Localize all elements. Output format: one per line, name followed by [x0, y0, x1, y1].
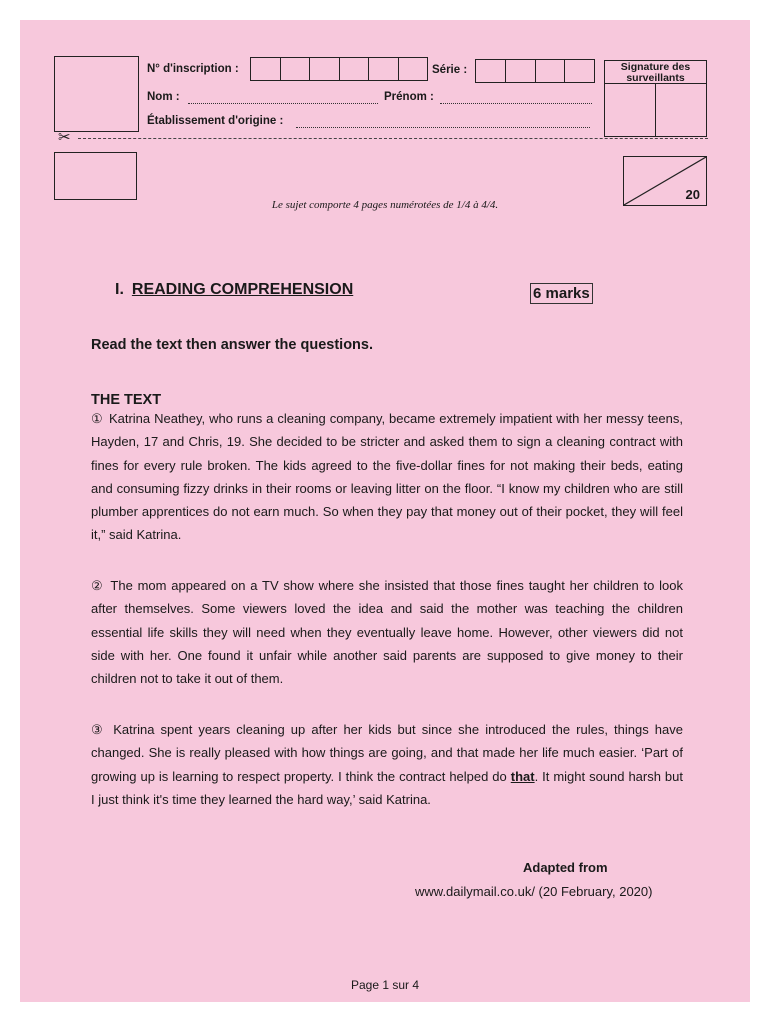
paragraph-2 — [91, 574, 683, 690]
paragraph-marker: ② — [91, 578, 104, 593]
signature-box — [604, 60, 707, 137]
source-label: Adapted from — [523, 860, 608, 875]
paragraph-3 — [91, 718, 683, 811]
subject-note: Le sujet comporte 4 pages numérotées de 1/4 à 4/4. — [271, 199, 499, 211]
section-numeral: I. — [115, 281, 124, 298]
emphasized-word: that — [510, 768, 535, 784]
signature-label: Signature des surveillants — [605, 61, 706, 84]
serie-label: Série : — [432, 64, 468, 76]
prenom-field[interactable] — [440, 103, 592, 104]
nom-label: Nom : — [147, 91, 180, 103]
paragraph-text: The mom appeared on a TV show where she insisted that those fines taught her children to look after themselves. Some viewers loved the idea and said the mother was teaching the children essential life skills they will need when they eventually leave home. However, other viewers did not side with her. One found it unfair while another said parents are supposed to give money to their children not to take it out of them. — [91, 578, 683, 687]
serie-cells[interactable] — [475, 59, 595, 83]
section-heading — [115, 281, 353, 299]
paragraph-marker: ① — [91, 411, 103, 426]
etablissement-label: Établissement d'origine : — [147, 115, 284, 127]
signature-divider — [655, 84, 656, 136]
inscription-number-cells[interactable] — [250, 57, 428, 81]
paragraph-marker: ③ — [91, 722, 106, 737]
page-number: Page 1 sur 4 — [350, 978, 420, 992]
code-box — [54, 152, 137, 200]
scissors-icon: ✂ — [58, 129, 71, 146]
prenom-label: Prénom : — [384, 91, 434, 103]
paragraph-1 — [91, 407, 683, 547]
exam-sheet — [20, 20, 750, 1002]
instruction: Read the text then answer the questions. — [91, 337, 373, 353]
text-heading: THE TEXT — [91, 392, 162, 408]
cut-line — [78, 138, 708, 139]
score-total: 20 — [685, 187, 700, 202]
paragraph-text: Katrina spent years cleaning up after her kids but since she introduced the rules, things have changed. She is really pleased with how things are going, and that made her life much easier. ‘Part of growing up is learning to respect property. I think the contract helped do — [91, 722, 683, 784]
nom-field[interactable] — [188, 103, 378, 104]
inscription-label: N° d'inscription : — [147, 63, 239, 75]
photo-box — [54, 56, 139, 132]
etablissement-field[interactable] — [296, 127, 590, 128]
paragraph-text: Katrina Neathey, who runs a cleaning company, became extremely impatient with her messy teens, Hayden, 17 and Chris, 19. She decided to be stricter and asked them to sign a cleaning contract with fines for every rule broken. The kids agreed to the five-dollar fines for not making their beds, eating and consuming fizzy drinks in their rooms or leaving litter on the floor. “I know my children who are still plumber apprentices do not earn much. So when they pay that money out of their pocket, they will feel it,” said Katrina. — [91, 411, 683, 543]
section-title: READING COMPREHENSION — [131, 281, 354, 298]
marks-badge: 6 marks — [530, 283, 593, 304]
paragraph-text-end: . It might sound harsh but I just think it's time they learned the hard way,’ said Katrina. — [91, 768, 683, 807]
source-citation: www.dailymail.co.uk/ (20 February, 2020) — [415, 884, 653, 899]
